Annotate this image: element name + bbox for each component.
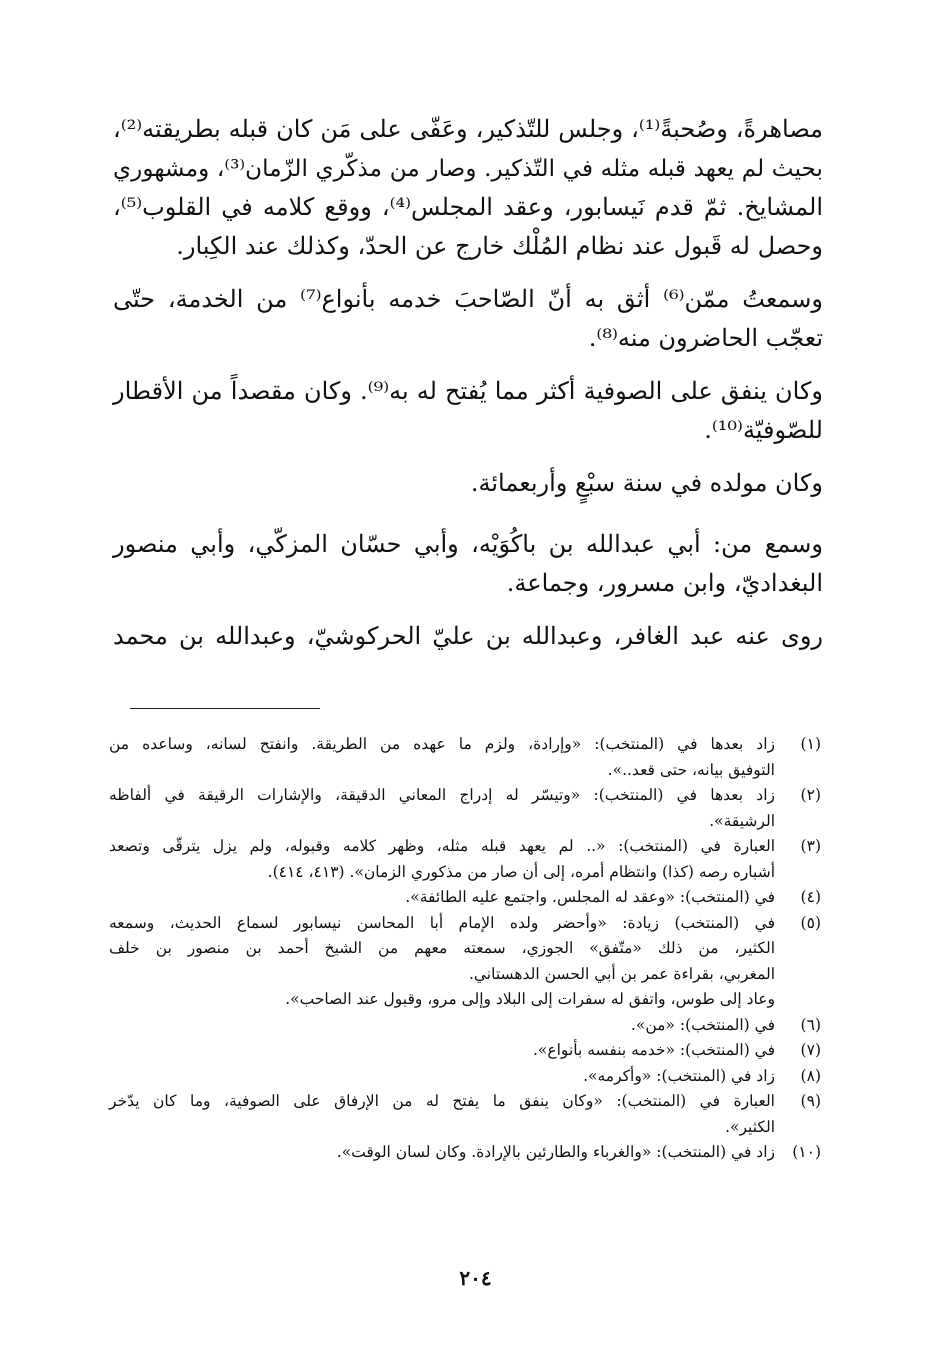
footnote-line: العبارة في (المنتخب): «وكان ينفق ما يفتح له من الإرفاق على الصوفية، وما كان يدّخر bbox=[109, 1092, 775, 1110]
footnote-line: الكثير». bbox=[725, 1117, 775, 1136]
main-text bbox=[113, 110, 823, 670]
footnote-line: وعاد إلى طوس، واتفق له سفرات إلى البلاد وإلى مرو، وقبول عند الصاحب». bbox=[285, 990, 775, 1008]
paragraph-4 bbox=[113, 464, 823, 503]
text-line: وكان مولده في سنة سبْعٍ وأربعمائة. bbox=[470, 469, 823, 497]
footnote-number: (٦) bbox=[800, 1015, 821, 1034]
footnote-line: زاد بعدها في (المنتخب): «وإرادة، ولزم ما عهده من الطريقة. وانفتح لسانه، وساعده من bbox=[109, 735, 775, 753]
footnote-number: (٧) bbox=[800, 1041, 821, 1059]
footnote-5 bbox=[109, 911, 821, 1013]
footnote-line: الكثير، من ذلك «متّفق» الجوزي، سمعته معهم من الشيخ أحمد بن منصور بن خلف bbox=[109, 939, 775, 957]
paragraph-1 bbox=[113, 110, 823, 266]
footnote-line: زاد في (المنتخب): «وأكرمه». bbox=[583, 1066, 775, 1085]
footnote-number: (٤) bbox=[800, 888, 821, 906]
footnote-7 bbox=[109, 1038, 821, 1064]
footnote-6 bbox=[109, 1013, 821, 1039]
text-line: المشايخ. ثمّ قدم نَيسابور، وعقد المجلس⁽⁴⁾، ووقع كلامه في القلوب⁽⁵⁾، bbox=[113, 193, 823, 221]
page-number: ٢٠٤ bbox=[459, 1266, 492, 1290]
footnote-line: الرشيقة». bbox=[709, 811, 775, 830]
footnote-number: (٢) bbox=[800, 786, 821, 804]
footnote-number: (٩) bbox=[800, 1092, 821, 1110]
paragraph-3 bbox=[113, 372, 823, 450]
footnote-10 bbox=[109, 1140, 821, 1166]
footnote-line: زاد في (المنتخب): «والغرباء والطارئين بالإرادة. وكان لسان الوقت». bbox=[336, 1143, 775, 1161]
paragraph-5 bbox=[113, 525, 823, 603]
footnote-number: (٥) bbox=[800, 913, 821, 932]
text-line: تعجّب الحاضرون منه⁽⁸⁾. bbox=[588, 324, 823, 352]
footnote-3 bbox=[109, 834, 821, 885]
footnote-line: أشباره رصه (كذا) وانتظام أمره، إلى أن صار من مذكوري الزمان». (٤١٣، ٤١٤). bbox=[267, 862, 775, 881]
footnote-line: المغربي، بقراءة عمر بن أبي الحسن الدهستاني. bbox=[468, 964, 775, 983]
footnotes bbox=[109, 732, 821, 1166]
text-line: وحصل له قَبول عند نظام المُلْك خارج عن الحدّ، وكذلك عند الكِبار. bbox=[176, 232, 823, 260]
footnote-line: التوفيق بيانه، حتى قعد..». bbox=[607, 760, 775, 779]
footnote-line: العبارة في (المنتخب): «.. لم يعهد قبله مثله، وظهر كلامه وقبوله، ولم يزل يترقّى وتصعد bbox=[109, 837, 775, 855]
text-line: وسمع من: أبي عبدالله بن باكُوَيْه، وأبي حسّان المزكّي، وأبي منصور bbox=[113, 530, 823, 558]
footnote-line: في (المنتخب): «وعقد له المجلس. واجتمع عليه الطائفة». bbox=[405, 888, 775, 906]
footnote-9 bbox=[109, 1089, 821, 1140]
text-line: روى عنه عبد الغافر، وعبدالله بن عليّ الحركوشيّ، وعبدالله بن محمد bbox=[113, 622, 823, 650]
footnote-number: (٣) bbox=[800, 837, 821, 855]
footnote-line: في (المنتخب) زيادة: «وأحضر ولده الإمام أبا المحاسن نيسابور لسماع الحديث، وسمعه bbox=[109, 913, 775, 932]
text-line: وسمعتُ ممّن⁽⁶⁾ أثق به أنّ الصّاحبَ خدمه بأنواع⁽⁷⁾ من الخدمة، حتّى bbox=[113, 285, 823, 313]
text-line: البغداديّ، وابن مسرور، وجماعة. bbox=[506, 569, 823, 597]
footnote-2 bbox=[109, 783, 821, 834]
footnote-number: (١٠) bbox=[792, 1143, 821, 1161]
text-line: وكان ينفق على الصوفية أكثر مما يُفتح له به⁽⁹⁾. وكان مقصداً من الأقطار bbox=[113, 377, 823, 405]
text-line: مصاهرةً، وصُحبةً⁽¹⁾، وجلس للتّذكير، وعَفّى على مَن كان قبله بطريقته⁽²⁾، bbox=[113, 115, 823, 143]
footnote-line: في (المنتخب): «خدمه بنفسه بأنواع». bbox=[532, 1041, 775, 1059]
footnote-number: (٨) bbox=[800, 1066, 821, 1085]
footnote-8 bbox=[109, 1064, 821, 1090]
paragraph-2 bbox=[113, 280, 823, 358]
text-line: للصّوفيّة⁽¹⁰⁾. bbox=[704, 416, 823, 444]
text-line: بحيث لم يعهد قبله مثله في التّذكير. وصار من مذكّري الزّمان⁽³⁾، ومشهوري bbox=[113, 155, 823, 182]
footnote-1 bbox=[109, 732, 821, 783]
footnote-line: في (المنتخب): «من». bbox=[630, 1015, 775, 1034]
paragraph-6 bbox=[113, 617, 823, 656]
footnote-number: (١) bbox=[800, 735, 821, 753]
footnote-divider bbox=[130, 708, 320, 709]
footnote-4 bbox=[109, 885, 821, 911]
footnote-line: زاد بعدها في (المنتخب): «وتيسّر له إدراج المعاني الدقيقة، والإشارات الرقيقة في ألفاظه bbox=[109, 786, 775, 804]
